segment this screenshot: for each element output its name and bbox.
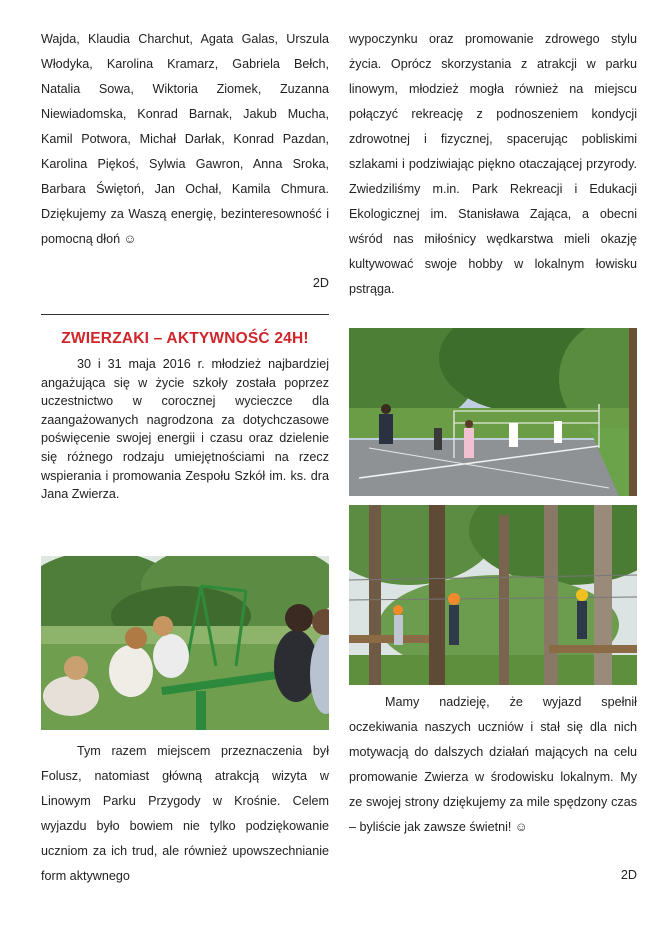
photo-volleyball-court: [349, 328, 637, 496]
intro-paragraph: 30 i 31 maja 2016 r. młodzież najbardziej angażująca się w życie szkoły została poprzez uczestnictwo w corocznej wycieczce dla zaangażowanych nagrodzona za dotychczasowe poświęcenie swojej energii i czasu oraz dzielenie się różnego rodzaju umiejętnościami na rzecz wspierania i promowania Zespołu Szkół im. ks. dra Jana Zwierza.: [41, 357, 329, 502]
photo-rope-park: [349, 505, 637, 685]
closing-paragraph: Mamy nadzieję, że wyjazd spełnił oczekiwania naszych uczniów i stał się dla nich motywacją do dalszych działań mających na celu promowanie Zwierza w środowisku lokalnym. My ze swojej strony dziękujemy za mile spędzony czas – byliście jak zawsze świetni! ☺: [349, 695, 637, 834]
signoff-2d-right: 2D: [620, 868, 637, 882]
photo-playground-seesaw: [41, 556, 329, 730]
body-paragraph: Tym razem miejscem przeznaczenia był Folusz, natomiast główną atrakcją wizyta w Linowym Parku Przygody w Krośnie. Celem wyjazdu było bowiem nie tylko podziękowanie uczniom za ich trud, ale również upowszechnianie form aktywnego: [41, 744, 329, 883]
article-title: ZWIERZAKI – AKTYWNOŚĆ 24H!: [61, 330, 309, 347]
signoff-2d-left: 2D: [312, 276, 329, 290]
names-paragraph: Wajda, Klaudia Charchut, Agata Galas, Urszula Włodyka, Karolina Kramarz, Gabriela Bełch, Natalia Sowa, Wiktoria Ziomek, Zuzanna Niewiadomska, Konrad Barnak, Jakub Mucha, Kamil Potwora, Michał Darłak, Konrad Pazdan, Karolina Piękoś, Sylwia Gawron, Anna Sroka, Barbara Świętoń, Jan Ochał, Kamila Chmura. Dziękujemy za Waszą energię, bezinteresowność i pomocną dłoń ☺: [41, 32, 329, 246]
continued-paragraph: wypoczynku oraz promowanie zdrowego stylu życia. Oprócz skorzystania z atrakcji w parku linowym, młodzież mogła również na miejscu połączyć rekreację z podnoszeniem kondycji zdrowotnej i fizycznej, spacerując pobliskimi szlakami i podziwiając piękno otaczającej przyrody. Zwiedziliśmy m.in. Park Rekreacji i Edukacji Ekologicznej im. Stanisława Zająca, a obecni wśród nas miłośnicy wędkarstwa mieli okazję kultywować swoje hobby w lokalnym łowisku pstrąga.: [349, 32, 637, 296]
section-divider: [41, 314, 329, 315]
